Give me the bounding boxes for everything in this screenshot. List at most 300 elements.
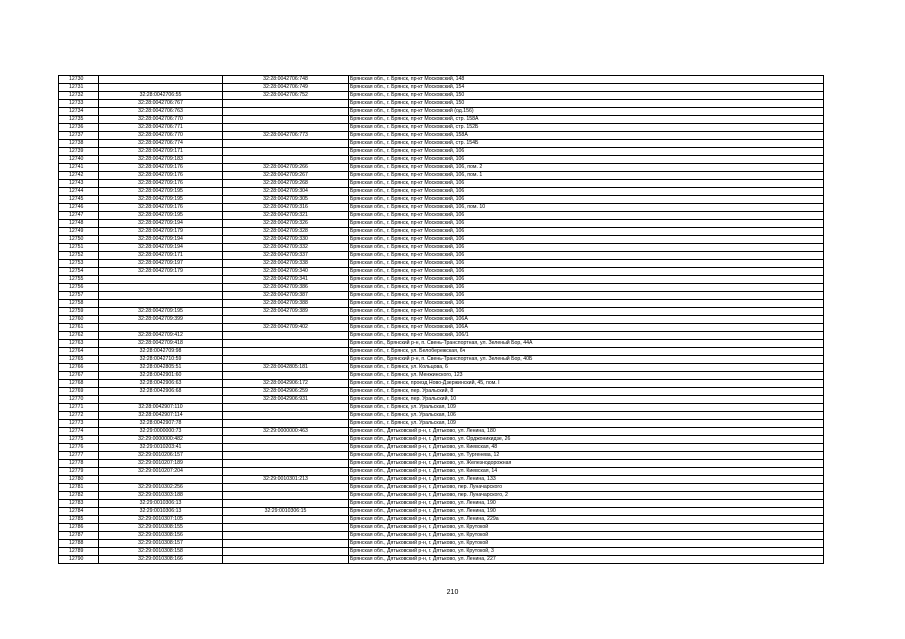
row-number-cell: 12739 xyxy=(59,148,99,156)
new-cadastral-number-cell xyxy=(223,516,349,524)
address-cell: Брянская обл., г. Брянск, пр-кт Московский, стр. 152Б xyxy=(349,124,824,132)
new-cadastral-number-cell: 32:28:0042709:328 xyxy=(223,228,349,236)
new-cadastral-number-cell xyxy=(223,116,349,124)
old-cadastral-number-cell: 32:28:0042901:60 xyxy=(99,372,223,380)
table-row xyxy=(59,436,824,444)
table-row xyxy=(59,348,824,356)
address-cell: Брянская обл., г. Брянск, пр-кт Московский, 106 xyxy=(349,156,824,164)
row-number-cell: 12761 xyxy=(59,324,99,332)
address-cell: Брянская обл., г. Брянск, пр-кт Московский (од.156) xyxy=(349,108,824,116)
new-cadastral-number-cell xyxy=(223,348,349,356)
new-cadastral-number-cell: 32:28:0042709:340 xyxy=(223,268,349,276)
new-cadastral-number-cell: 32:28:0042906:259 xyxy=(223,388,349,396)
row-number-cell: 12767 xyxy=(59,372,99,380)
address-cell: Брянская обл., г. Брянск, пр-кт Московский, 106 xyxy=(349,212,824,220)
row-number-cell: 12787 xyxy=(59,532,99,540)
table-row xyxy=(59,172,824,180)
table-row xyxy=(59,372,824,380)
address-cell: Брянская обл., г. Брянск, ул. Уральская, 109 xyxy=(349,404,824,412)
table-row xyxy=(59,556,824,564)
table-row xyxy=(59,284,824,292)
table-row xyxy=(59,516,824,524)
old-cadastral-number-cell: 32:28:0042709:176 xyxy=(99,204,223,212)
old-cadastral-number-cell: 32:28:0042709:195 xyxy=(99,196,223,204)
row-number-cell: 12752 xyxy=(59,252,99,260)
new-cadastral-number-cell: 32:28:0042709:332 xyxy=(223,244,349,252)
address-cell: Брянская обл., г. Брянск, пр-кт Московский, стр. 154Б xyxy=(349,140,824,148)
address-cell: Брянская обл., Дятьковский р-н, г. Дятьково, ул. Ленина, 229а xyxy=(349,516,824,524)
new-cadastral-number-cell: 32:29:0000000:463 xyxy=(223,428,349,436)
old-cadastral-number-cell: 32:28:0042709:399 xyxy=(99,316,223,324)
row-number-cell: 12730 xyxy=(59,76,99,84)
row-number-cell: 12751 xyxy=(59,244,99,252)
table-row xyxy=(59,356,824,364)
row-number-cell: 12777 xyxy=(59,452,99,460)
row-number-cell: 12773 xyxy=(59,420,99,428)
row-number-cell: 12740 xyxy=(59,156,99,164)
address-cell: Брянская обл., г. Брянск, пер. Уральский, 8 xyxy=(349,388,824,396)
row-number-cell: 12781 xyxy=(59,484,99,492)
old-cadastral-number-cell: 32:28:0042706:771 xyxy=(99,124,223,132)
new-cadastral-number-cell: 32:28:0042706:752 xyxy=(223,92,349,100)
table-row xyxy=(59,532,824,540)
address-cell: Брянская обл., г. Брянск, пр-кт Московский, 106 xyxy=(349,148,824,156)
table-row xyxy=(59,308,824,316)
old-cadastral-number-cell: 32:29:0000000:482 xyxy=(99,436,223,444)
table-row xyxy=(59,300,824,308)
row-number-cell: 12776 xyxy=(59,444,99,452)
row-number-cell: 12775 xyxy=(59,436,99,444)
old-cadastral-number-cell: 32:29:0010302:256 xyxy=(99,484,223,492)
old-cadastral-number-cell xyxy=(99,84,223,92)
row-number-cell: 12742 xyxy=(59,172,99,180)
row-number-cell: 12771 xyxy=(59,404,99,412)
table-row xyxy=(59,492,824,500)
table-row xyxy=(59,236,824,244)
address-cell: Брянская обл., г. Брянск, пр-кт Московский, 106 xyxy=(349,276,824,284)
old-cadastral-number-cell xyxy=(99,396,223,404)
old-cadastral-number-cell xyxy=(99,324,223,332)
table-row xyxy=(59,100,824,108)
old-cadastral-number-cell: 32:28:0042907:114 xyxy=(99,412,223,420)
table-row xyxy=(59,84,824,92)
new-cadastral-number-cell xyxy=(223,372,349,380)
old-cadastral-number-cell: 32:28:0042706:774 xyxy=(99,140,223,148)
address-cell: Брянская обл., Дятьковский р-н, г. Дятьково, ул. Ленина, 190 xyxy=(349,500,824,508)
row-number-cell: 12774 xyxy=(59,428,99,436)
table-row xyxy=(59,220,824,228)
table-row xyxy=(59,476,824,484)
old-cadastral-number-cell: 32:28:0042709:194 xyxy=(99,236,223,244)
address-cell: Брянская обл., г. Брянск, проезд Ново-Дзержинский, 45, пом. I xyxy=(349,380,824,388)
table-row xyxy=(59,340,824,348)
old-cadastral-number-cell: 32:28:0042709:412 xyxy=(99,332,223,340)
new-cadastral-number-cell xyxy=(223,556,349,564)
table-row xyxy=(59,508,824,516)
table-row xyxy=(59,540,824,548)
old-cadastral-number-cell: 32:28:0042706:770 xyxy=(99,116,223,124)
old-cadastral-number-cell: 32:28:0042709:179 xyxy=(99,228,223,236)
row-number-cell: 12735 xyxy=(59,116,99,124)
table-row xyxy=(59,524,824,532)
old-cadastral-number-cell xyxy=(99,284,223,292)
address-cell: Брянская обл., г. Брянск, пр-кт Московский, 106А xyxy=(349,324,824,332)
row-number-cell: 12757 xyxy=(59,292,99,300)
row-number-cell: 12782 xyxy=(59,492,99,500)
old-cadastral-number-cell: 32:29:0010308:157 xyxy=(99,540,223,548)
new-cadastral-number-cell xyxy=(223,444,349,452)
new-cadastral-number-cell xyxy=(223,316,349,324)
table-body xyxy=(59,76,824,564)
table-row xyxy=(59,180,824,188)
page-number: 210 xyxy=(446,589,459,596)
new-cadastral-number-cell: 32:28:0042709:337 xyxy=(223,252,349,260)
new-cadastral-number-cell xyxy=(223,156,349,164)
table-row xyxy=(59,404,824,412)
table-row xyxy=(59,388,824,396)
row-number-cell: 12789 xyxy=(59,548,99,556)
table-row xyxy=(59,204,824,212)
address-cell: Брянская обл., Брянский р-н, п. Свень-Транспортная, ул. Зеленый Бор, 40Б xyxy=(349,356,824,364)
old-cadastral-number-cell: 32:28:0042709:195 xyxy=(99,308,223,316)
row-number-cell: 12750 xyxy=(59,236,99,244)
row-number-cell: 12754 xyxy=(59,268,99,276)
row-number-cell: 12738 xyxy=(59,140,99,148)
table-row xyxy=(59,444,824,452)
new-cadastral-number-cell: 32:28:0042709:267 xyxy=(223,172,349,180)
table-row xyxy=(59,292,824,300)
old-cadastral-number-cell xyxy=(99,276,223,284)
row-number-cell: 12731 xyxy=(59,84,99,92)
address-cell: Брянская обл., г. Брянск, пр-кт Московский, 158А xyxy=(349,132,824,140)
table-row xyxy=(59,484,824,492)
old-cadastral-number-cell: 32:28:0042706:55 xyxy=(99,92,223,100)
new-cadastral-number-cell: 32:28:0042906:931 xyxy=(223,396,349,404)
old-cadastral-number-cell: 32:29:0010307:105 xyxy=(99,516,223,524)
old-cadastral-number-cell: 32:28:0042805:51 xyxy=(99,364,223,372)
new-cadastral-number-cell xyxy=(223,100,349,108)
address-cell: Брянская обл., г. Брянск, пр-кт Московский, 106, пом. 2 xyxy=(349,164,824,172)
row-number-cell: 12770 xyxy=(59,396,99,404)
new-cadastral-number-cell xyxy=(223,140,349,148)
address-cell: Брянская обл., г. Брянск, пр-кт Московский, 106 xyxy=(349,188,824,196)
address-cell: Брянская обл., г. Брянск, пр-кт Московский, 154 xyxy=(349,84,824,92)
new-cadastral-number-cell xyxy=(223,468,349,476)
old-cadastral-number-cell: 32:28:0042907:78 xyxy=(99,420,223,428)
new-cadastral-number-cell xyxy=(223,148,349,156)
new-cadastral-number-cell: 32:28:0042709:266 xyxy=(223,164,349,172)
address-cell: Брянская обл., Дятьковский р-н, г. Дятьково, пер. Луначарского, 2 xyxy=(349,492,824,500)
row-number-cell: 12743 xyxy=(59,180,99,188)
row-number-cell: 12772 xyxy=(59,412,99,420)
old-cadastral-number-cell: 32:29:0010308:158 xyxy=(99,548,223,556)
old-cadastral-number-cell: 32:28:0042709:183 xyxy=(99,156,223,164)
address-cell: Брянская обл., г. Брянск, ул. Уральская, 109 xyxy=(349,420,824,428)
address-cell: Брянская обл., г. Брянск, пр-кт Московский, 106 xyxy=(349,236,824,244)
address-cell: Брянская обл., Дятьковский р-н, г. Дятьково, ул. Ленина, 180 xyxy=(349,428,824,436)
row-number-cell: 12786 xyxy=(59,524,99,532)
address-cell: Брянская обл., Дятьковский р-н, г. Дятьково, ул. Ленина, 227 xyxy=(349,556,824,564)
address-cell: Брянская обл., г. Брянск, пр-кт Московский, 106 xyxy=(349,260,824,268)
table-row xyxy=(59,164,824,172)
cadastral-table xyxy=(58,75,824,564)
new-cadastral-number-cell xyxy=(223,500,349,508)
table-row xyxy=(59,252,824,260)
new-cadastral-number-cell: 32:28:0042906:172 xyxy=(223,380,349,388)
new-cadastral-number-cell xyxy=(223,412,349,420)
new-cadastral-number-cell xyxy=(223,404,349,412)
old-cadastral-number-cell: 32:29:0000000:73 xyxy=(99,428,223,436)
old-cadastral-number-cell: 32:28:0042709:194 xyxy=(99,220,223,228)
row-number-cell: 12745 xyxy=(59,196,99,204)
row-number-cell: 12755 xyxy=(59,276,99,284)
address-cell: Брянская обл., г. Брянск, пр-кт Московский, 106 xyxy=(349,220,824,228)
address-cell: Брянская обл., г. Брянск, пр-кт Московский, 106А xyxy=(349,316,824,324)
old-cadastral-number-cell: 32:28:0042709:176 xyxy=(99,164,223,172)
table-row xyxy=(59,148,824,156)
new-cadastral-number-cell: 32:28:0042709:304 xyxy=(223,188,349,196)
table-row xyxy=(59,140,824,148)
table-row xyxy=(59,212,824,220)
row-number-cell: 12760 xyxy=(59,316,99,324)
address-cell: Брянская обл., Дятьковский р-н, г. Дятьково, ул. Киевская, 48 xyxy=(349,444,824,452)
new-cadastral-number-cell xyxy=(223,420,349,428)
table-row xyxy=(59,156,824,164)
new-cadastral-number-cell: 32:28:0042709:388 xyxy=(223,300,349,308)
new-cadastral-number-cell: 32:28:0042709:341 xyxy=(223,276,349,284)
address-cell: Брянская обл., Брянский р-н, п. Свень-Транспортная, ул. Зеленый Бор, 44А xyxy=(349,340,824,348)
old-cadastral-number-cell: 32:28:0042709:195 xyxy=(99,212,223,220)
row-number-cell: 12765 xyxy=(59,356,99,364)
old-cadastral-number-cell: 32:28:0042709:197 xyxy=(99,260,223,268)
new-cadastral-number-cell: 32:28:0042805:181 xyxy=(223,364,349,372)
new-cadastral-number-cell xyxy=(223,108,349,116)
table-row xyxy=(59,260,824,268)
old-cadastral-number-cell: 32:29:0010203:41 xyxy=(99,444,223,452)
address-cell: Брянская обл., Дятьковский р-н, г. Дятьково, ул. Киевская, 14 xyxy=(349,468,824,476)
address-cell: Брянская обл., г. Брянск, пр-кт Московский, 106 xyxy=(349,196,824,204)
row-number-cell: 12790 xyxy=(59,556,99,564)
address-cell: Брянская обл., Дятьковский р-н, г. Дятьково, ул. Железнодорожная xyxy=(349,460,824,468)
table-row xyxy=(59,364,824,372)
table-row xyxy=(59,420,824,428)
row-number-cell: 12747 xyxy=(59,212,99,220)
row-number-cell: 12778 xyxy=(59,460,99,468)
address-cell: Брянская обл., г. Брянск, пр-кт Московский, 106 xyxy=(349,300,824,308)
table-row xyxy=(59,124,824,132)
table-row xyxy=(59,92,824,100)
old-cadastral-number-cell: 32:29:0010308:156 xyxy=(99,532,223,540)
old-cadastral-number-cell: 32:28:0042710:59 xyxy=(99,356,223,364)
old-cadastral-number-cell: 32:28:0042706:770 xyxy=(99,132,223,140)
row-number-cell: 12762 xyxy=(59,332,99,340)
new-cadastral-number-cell xyxy=(223,356,349,364)
old-cadastral-number-cell: 32:28:0042906:63 xyxy=(99,380,223,388)
address-cell: Брянская обл., г. Брянск, пр-кт Московский, 148 xyxy=(349,76,824,84)
old-cadastral-number-cell: 32:29:0010207:189 xyxy=(99,460,223,468)
address-cell: Брянская обл., г. Брянск, пр-кт Московский, 106, пом. 10 xyxy=(349,204,824,212)
new-cadastral-number-cell xyxy=(223,492,349,500)
table-row xyxy=(59,548,824,556)
table-row xyxy=(59,468,824,476)
row-number-cell: 12779 xyxy=(59,468,99,476)
new-cadastral-number-cell xyxy=(223,332,349,340)
address-cell: Брянская обл., г. Брянск, пер. Уральский, 10 xyxy=(349,396,824,404)
address-cell: Брянская обл., Дятьковский р-н, г. Дятьково, ул. Крутокой xyxy=(349,540,824,548)
row-number-cell: 12769 xyxy=(59,388,99,396)
address-cell: Брянская обл., г. Брянск, пр-кт Московский, 106, пом. 1 xyxy=(349,172,824,180)
new-cadastral-number-cell: 32:28:0042709:389 xyxy=(223,308,349,316)
old-cadastral-number-cell: 32:29:0010308:166 xyxy=(99,556,223,564)
new-cadastral-number-cell xyxy=(223,524,349,532)
row-number-cell: 12768 xyxy=(59,380,99,388)
address-cell: Брянская обл., Дятьковский р-н, г. Дятьково, ул. Крутокой xyxy=(349,532,824,540)
new-cadastral-number-cell xyxy=(223,540,349,548)
old-cadastral-number-cell xyxy=(99,300,223,308)
address-cell: Брянская обл., Дятьковский р-н, г. Дятьково, ул. Крутокой xyxy=(349,524,824,532)
new-cadastral-number-cell: 32:28:0042706:748 xyxy=(223,76,349,84)
address-cell: Брянская обл., Дятьковский р-н, г. Дятьково, ул. Крутокой, 3 xyxy=(349,548,824,556)
old-cadastral-number-cell: 32:29:0010306:13 xyxy=(99,508,223,516)
old-cadastral-number-cell: 32:29:0010207:204 xyxy=(99,468,223,476)
table-row xyxy=(59,76,824,84)
row-number-cell: 12732 xyxy=(59,92,99,100)
row-number-cell: 12744 xyxy=(59,188,99,196)
old-cadastral-number-cell: 32:29:0010308:155 xyxy=(99,524,223,532)
address-cell: Брянская обл., г. Брянск, пр-кт Московский, 106 xyxy=(349,228,824,236)
old-cadastral-number-cell: 32:28:0042709:176 xyxy=(99,172,223,180)
address-cell: Брянская обл., г. Брянск, пр-кт Московский, стр. 158А xyxy=(349,116,824,124)
new-cadastral-number-cell xyxy=(223,436,349,444)
table-row xyxy=(59,428,824,436)
table-row xyxy=(59,396,824,404)
old-cadastral-number-cell: 32:28:0042709:171 xyxy=(99,252,223,260)
table-row xyxy=(59,108,824,116)
new-cadastral-number-cell xyxy=(223,484,349,492)
address-cell: Брянская обл., г. Брянск, ул. Кольцова, 6 xyxy=(349,364,824,372)
new-cadastral-number-cell xyxy=(223,460,349,468)
table-row xyxy=(59,324,824,332)
row-number-cell: 12784 xyxy=(59,508,99,516)
row-number-cell: 12783 xyxy=(59,500,99,508)
new-cadastral-number-cell: 32:28:0042709:386 xyxy=(223,284,349,292)
new-cadastral-number-cell: 32:28:0042706:749 xyxy=(223,84,349,92)
new-cadastral-number-cell xyxy=(223,532,349,540)
old-cadastral-number-cell: 32:29:0010306:13 xyxy=(99,500,223,508)
address-cell: Брянская обл., г. Брянск, пр-кт Московский, 150 xyxy=(349,92,824,100)
address-cell: Брянская обл., г. Брянск, ул. Белобережская, 6ч xyxy=(349,348,824,356)
table-row xyxy=(59,460,824,468)
old-cadastral-number-cell: 32:28:0042709:176 xyxy=(99,180,223,188)
address-cell: Брянская обл., г. Брянск, пр-кт Московский, 106/1 xyxy=(349,332,824,340)
address-cell: Брянская обл., г. Брянск, пр-кт Московский, 106 xyxy=(349,292,824,300)
new-cadastral-number-cell xyxy=(223,340,349,348)
new-cadastral-number-cell: 32:28:0042709:387 xyxy=(223,292,349,300)
old-cadastral-number-cell: 32:28:0042709:195 xyxy=(99,188,223,196)
table-row xyxy=(59,412,824,420)
address-cell: Брянская обл., Дятьковский р-н, г. Дятьково, ул. Ленина, 133 xyxy=(349,476,824,484)
row-number-cell: 12759 xyxy=(59,308,99,316)
address-cell: Брянская обл., г. Брянск, пр-кт Московский, 106 xyxy=(349,284,824,292)
new-cadastral-number-cell: 32:29:0010301:213 xyxy=(223,476,349,484)
address-cell: Брянская обл., г. Брянск, ул. Менжинского, 123 xyxy=(349,372,824,380)
table-row xyxy=(59,244,824,252)
table-row xyxy=(59,188,824,196)
address-cell: Брянская обл., г. Брянск, пр-кт Московский, 106 xyxy=(349,308,824,316)
row-number-cell: 12737 xyxy=(59,132,99,140)
table-row xyxy=(59,276,824,284)
address-cell: Брянская обл., Дятьковский р-н, г. Дятьково, ул. Ленина, 190 xyxy=(349,508,824,516)
row-number-cell: 12764 xyxy=(59,348,99,356)
new-cadastral-number-cell: 32:28:0042706:773 xyxy=(223,132,349,140)
new-cadastral-number-cell xyxy=(223,548,349,556)
row-number-cell: 12733 xyxy=(59,100,99,108)
row-number-cell: 12756 xyxy=(59,284,99,292)
address-cell: Брянская обл., г. Брянск, пр-кт Московский, 106 xyxy=(349,244,824,252)
table-row xyxy=(59,316,824,324)
address-cell: Брянская обл., Дятьковский р-н, г. Дятьково, ул. Орджоникидзе, 26 xyxy=(349,436,824,444)
new-cadastral-number-cell: 32:28:0042709:268 xyxy=(223,180,349,188)
table-row xyxy=(59,132,824,140)
old-cadastral-number-cell: 32:29:0010206:157 xyxy=(99,452,223,460)
new-cadastral-number-cell: 32:28:0042709:321 xyxy=(223,212,349,220)
new-cadastral-number-cell: 32:28:0042709:316 xyxy=(223,204,349,212)
new-cadastral-number-cell: 32:28:0042709:330 xyxy=(223,236,349,244)
table-row xyxy=(59,500,824,508)
row-number-cell: 12758 xyxy=(59,300,99,308)
table-row xyxy=(59,380,824,388)
row-number-cell: 12748 xyxy=(59,220,99,228)
address-cell: Брянская обл., Дятьковский р-н, г. Дятьково, пер. Луначарского xyxy=(349,484,824,492)
table-row xyxy=(59,332,824,340)
row-number-cell: 12785 xyxy=(59,516,99,524)
old-cadastral-number-cell xyxy=(99,476,223,484)
table-row xyxy=(59,268,824,276)
old-cadastral-number-cell: 32:29:0010303:188 xyxy=(99,492,223,500)
old-cadastral-number-cell: 32:28:0042709:418 xyxy=(99,340,223,348)
row-number-cell: 12763 xyxy=(59,340,99,348)
address-cell: Брянская обл., г. Брянск, ул. Уральская, 106 xyxy=(349,412,824,420)
row-number-cell: 12766 xyxy=(59,364,99,372)
table-row xyxy=(59,196,824,204)
old-cadastral-number-cell: 32:28:0042906:68 xyxy=(99,388,223,396)
address-cell: Брянская обл., г. Брянск, пр-кт Московский, 106 xyxy=(349,180,824,188)
table-row xyxy=(59,228,824,236)
old-cadastral-number-cell: 32:28:0042709:194 xyxy=(99,244,223,252)
address-cell: Брянская обл., г. Брянск, пр-кт Московский, 106 xyxy=(349,252,824,260)
address-cell: Брянская обл., Дятьковский р-н, г. Дятьково, ул. Тургенева, 12 xyxy=(349,452,824,460)
old-cadastral-number-cell: 32:28:0042706:767 xyxy=(99,100,223,108)
new-cadastral-number-cell: 32:28:0042709:326 xyxy=(223,220,349,228)
new-cadastral-number-cell: 32:28:0042709:305 xyxy=(223,196,349,204)
new-cadastral-number-cell xyxy=(223,124,349,132)
row-number-cell: 12741 xyxy=(59,164,99,172)
row-number-cell: 12788 xyxy=(59,540,99,548)
address-cell: Брянская обл., г. Брянск, пр-кт Московский, 106 xyxy=(349,268,824,276)
new-cadastral-number-cell: 32:28:0042709:338 xyxy=(223,260,349,268)
row-number-cell: 12780 xyxy=(59,476,99,484)
old-cadastral-number-cell: 32:28:0042709:98 xyxy=(99,348,223,356)
row-number-cell: 12746 xyxy=(59,204,99,212)
old-cadastral-number-cell: 32:28:0042709:179 xyxy=(99,268,223,276)
row-number-cell: 12734 xyxy=(59,108,99,116)
new-cadastral-number-cell: 32:29:0010306:15 xyxy=(223,508,349,516)
row-number-cell: 12736 xyxy=(59,124,99,132)
old-cadastral-number-cell xyxy=(99,292,223,300)
new-cadastral-number-cell xyxy=(223,452,349,460)
row-number-cell: 12753 xyxy=(59,260,99,268)
table-row xyxy=(59,452,824,460)
